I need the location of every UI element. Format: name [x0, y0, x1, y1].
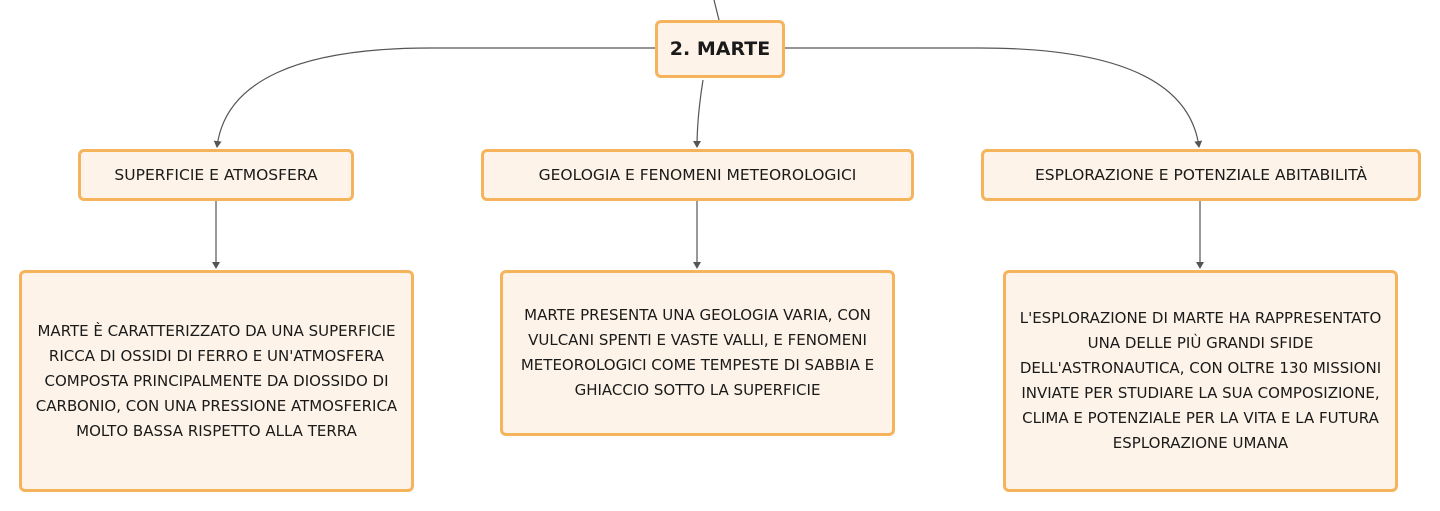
connector-root-to-branch-1 [217, 48, 655, 147]
root-node[interactable] [655, 20, 785, 78]
branch-node-geologia-fenomeni[interactable] [481, 149, 914, 201]
root-node-label: 2. MARTE [669, 38, 771, 60]
connector-root-to-branch-3 [785, 48, 1199, 147]
connector-parent-to-root [714, 0, 719, 20]
branch-node-superficie-atmosfera[interactable] [78, 149, 354, 201]
detail-node-esplorazione-abitabilita[interactable] [1003, 270, 1398, 492]
detail-node-text: MARTE È CARATTERIZZATO DA UNA SUPERFICIE RICCA DI OSSIDI DI FERRO E UN'ATMOSFERA COMPOSTA PRINCIPALMENTE DA DIOSSIDO DI CARBONIO, CON UNA PRESSIONE ATMOSFERICA MOLTO BASSA RISPETTO ALLA TERRA [35, 321, 398, 440]
branch-node-esplorazione-abitabilita[interactable] [981, 149, 1421, 201]
detail-node-text: MARTE PRESENTA UNA GEOLOGIA VARIA, CON VULCANI SPENTI E VASTE VALLI, E FENOMENI METEOROLOGICI COME TEMPESTE DI SABBIA E GHIACCIO SOTTO LA SUPERFICIE [520, 306, 875, 399]
branch-node-label: GEOLOGIA E FENOMENI METEOROLOGICI [538, 166, 857, 184]
branch-node-label: SUPERFICIE E ATMOSFERA [114, 166, 318, 184]
connector-root-to-branch-2 [697, 80, 703, 147]
detail-node-superficie-atmosfera[interactable] [19, 270, 414, 492]
detail-node-text: L'ESPLORAZIONE DI MARTE HA RAPPRESENTATO UNA DELLE PIÙ GRANDI SFIDE DELL'ASTRONAUTICA, CON OLTRE 130 MISSIONI INVIATE PER STUDIARE LA SUA COMPOSIZIONE, CLIMA E POTENZIALE PER LA VITA E LA FUTURA ESPLORAZIONE UMANA [1019, 309, 1382, 452]
branch-node-label: ESPLORAZIONE E POTENZIALE ABITABILITÀ [1035, 166, 1367, 184]
detail-node-geologia-fenomeni[interactable] [500, 270, 895, 436]
